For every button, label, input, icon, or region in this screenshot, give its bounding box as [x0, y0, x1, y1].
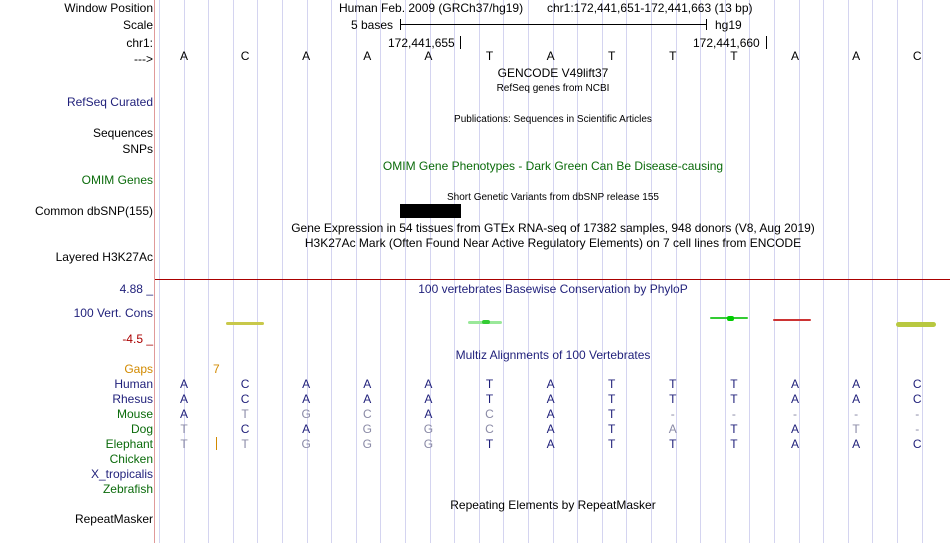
alignment-base: A — [790, 437, 799, 451]
scale-bar-right-tick — [706, 19, 707, 30]
dbsnp-title[interactable]: Short Genetic Variants from dbSNP release 155 — [447, 192, 659, 203]
conservation-max: 4.88 _ — [119, 282, 153, 296]
alignment-base: T — [485, 377, 494, 391]
alignment-base: T — [730, 392, 738, 406]
gap-marker — [216, 437, 217, 450]
species-label-elephant[interactable]: Elephant — [105, 437, 153, 451]
snps-label[interactable]: SNPs — [122, 142, 153, 156]
alignment-base: T — [608, 392, 616, 406]
alignment-base: T — [485, 437, 494, 451]
alignment-base: A — [302, 422, 311, 436]
alignment-base: A — [302, 392, 311, 406]
scale-label: Scale — [122, 18, 153, 32]
alignment-base: A — [546, 437, 555, 451]
publications-title[interactable]: Publications: Sequences in Scientific Articles — [454, 114, 652, 125]
alignment-base: T — [485, 392, 494, 406]
alignment-base: T — [180, 422, 188, 436]
strand-label: ---> — [134, 52, 153, 66]
alignment-base: - — [915, 422, 920, 436]
scale-bar — [400, 24, 706, 25]
species-label-human[interactable]: Human — [114, 377, 153, 391]
alignment-base: A — [363, 392, 372, 406]
alignment-base: - — [854, 407, 859, 421]
reference-base: A — [424, 49, 433, 63]
alignment-base: C — [912, 437, 922, 451]
alignment-base: C — [240, 422, 250, 436]
coord-right: 172,441,660 — [693, 36, 760, 50]
reference-base: T — [485, 49, 494, 63]
reference-base: C — [240, 49, 250, 63]
gencode-title[interactable]: GENCODE V49lift37 — [497, 66, 609, 80]
reference-base: A — [790, 49, 799, 63]
alignment-base: G — [362, 437, 372, 451]
alignment-base: A — [852, 377, 861, 391]
refseq-curated-label[interactable]: RefSeq Curated — [66, 95, 153, 109]
alignment-base: T — [180, 437, 188, 451]
alignment-base: T — [669, 392, 677, 406]
conservation-min: -4.5 _ — [122, 332, 153, 346]
alignment-base: A — [424, 377, 433, 391]
reference-base: T — [669, 49, 677, 63]
conservation-title[interactable]: 100 vertebrates Basewise Conservation by PhyloP — [418, 282, 688, 296]
alignment-base: T — [669, 377, 677, 391]
conservation-label[interactable]: 100 Vert. Cons — [73, 306, 153, 320]
alignment-base: A — [790, 392, 799, 406]
alignment-base: T — [852, 422, 860, 436]
omim-title[interactable]: OMIM Gene Phenotypes - Dark Green Can Be Disease-causing — [382, 159, 724, 173]
reference-base: A — [302, 49, 311, 63]
alignment-base: A — [179, 377, 188, 391]
reference-base: T — [730, 49, 738, 63]
scale-bar-left-tick — [400, 19, 401, 30]
alignment-base: A — [179, 392, 188, 406]
alignment-base: G — [301, 407, 311, 421]
reference-base: A — [546, 49, 555, 63]
gaps-label[interactable]: Gaps — [124, 362, 153, 376]
coord-left-tick — [460, 36, 461, 49]
alignment-base: A — [424, 407, 433, 421]
alignment-base: A — [852, 392, 861, 406]
scale-text: 5 bases — [351, 18, 394, 32]
alignment-base: C — [912, 377, 922, 391]
sequences-label[interactable]: Sequences — [92, 126, 153, 140]
alignment-base: A — [546, 377, 555, 391]
window-position-label: Window Position — [64, 1, 153, 15]
alignment-base: T — [730, 377, 738, 391]
reference-base: A — [179, 49, 188, 63]
refseq-subtitle: RefSeq genes from NCBI — [496, 83, 610, 94]
alignment-base: A — [546, 422, 555, 436]
alignment-base: A — [668, 422, 677, 436]
alignment-base: C — [240, 392, 250, 406]
alignment-base: G — [423, 437, 434, 451]
alignment-base: G — [301, 437, 311, 451]
alignment-base: A — [790, 422, 799, 436]
alignment-base: G — [362, 422, 372, 436]
alignment-base: A — [852, 437, 861, 451]
alignment-base: C — [240, 377, 250, 391]
conservation-glyph — [226, 322, 264, 325]
alignment-base: T — [608, 437, 616, 451]
gaps-value: 7 — [213, 362, 220, 376]
scale-db: hg19 — [715, 18, 742, 32]
reference-bases — [0, 49, 950, 63]
alignment-base: T — [608, 377, 616, 391]
omim-genes-label[interactable]: OMIM Genes — [81, 173, 153, 187]
alignment-base: A — [302, 377, 311, 391]
repeatmasker-label[interactable]: RepeatMasker — [74, 512, 153, 526]
species-label-mouse[interactable]: Mouse — [116, 407, 153, 421]
alignment-base: - — [731, 407, 736, 421]
coord-left: 172,441,655 — [388, 36, 455, 50]
species-label-dog[interactable]: Dog — [130, 422, 153, 436]
species-label-chicken[interactable]: Chicken — [109, 452, 153, 466]
alignment-base: C — [362, 407, 372, 421]
gtex-title[interactable]: Gene Expression in 54 tissues from GTEx RNA-seq of 17382 samples, 948 donors (V8, Aug 2019) — [291, 221, 815, 235]
alignment-base: T — [730, 437, 738, 451]
conservation-glyph — [896, 322, 936, 327]
alignment-base: A — [363, 377, 372, 391]
alignment-base: - — [670, 407, 675, 421]
alignment-base: A — [546, 407, 555, 421]
coord-right-tick — [766, 36, 767, 49]
species-label-x_tropicalis[interactable]: X_tropicalis — [90, 467, 153, 481]
alignment-base: A — [424, 392, 433, 406]
alignment-base: C — [912, 392, 922, 406]
dbsnp-label[interactable]: Common dbSNP(155) — [34, 204, 153, 218]
conservation-glyph — [727, 316, 734, 321]
alignment-base: T — [241, 407, 249, 421]
conservation-glyph — [773, 319, 811, 321]
alignment-base: T — [608, 422, 616, 436]
window-position-value: chr1:172,441,651-172,441,663 (13 bp) — [547, 1, 753, 15]
alignment-base: - — [915, 407, 920, 421]
assembly-name: Human Feb. 2009 (GRCh37/hg19) — [339, 1, 524, 15]
species-label-zebrafish[interactable]: Zebrafish — [102, 482, 153, 496]
h3k27ac-label[interactable]: Layered H3K27Ac — [55, 250, 153, 264]
conservation-glyph — [482, 320, 490, 324]
alignment-base: - — [793, 407, 797, 421]
chrom-label: chr1: — [126, 36, 153, 50]
reference-base: A — [363, 49, 372, 63]
h3k27ac-title[interactable]: H3K27Ac Mark (Often Found Near Active Regulatory Elements) on 7 cell lines from ENCODE — [304, 236, 802, 250]
multiz-title[interactable]: Multiz Alignments of 100 Vertebrates — [455, 348, 651, 362]
alignment-base: A — [546, 392, 555, 406]
alignment-base: T — [241, 437, 249, 451]
species-label-rhesus[interactable]: Rhesus — [112, 392, 153, 406]
alignment-base: C — [485, 422, 494, 436]
track-group-separator — [155, 279, 950, 280]
alignment-base: A — [790, 377, 799, 391]
alignment-base: G — [423, 422, 434, 436]
repeatmasker-title[interactable]: Repeating Elements by RepeatMasker — [450, 498, 656, 512]
alignment-base: T — [608, 407, 616, 421]
reference-base: T — [608, 49, 616, 63]
alignment-base: T — [669, 437, 677, 451]
alignment-base: C — [485, 407, 494, 421]
reference-base: A — [852, 49, 861, 63]
alignment-base: T — [730, 422, 738, 436]
reference-base: C — [912, 49, 922, 63]
dbsnp-variant-block[interactable] — [400, 204, 461, 218]
alignment-base: A — [179, 407, 188, 421]
